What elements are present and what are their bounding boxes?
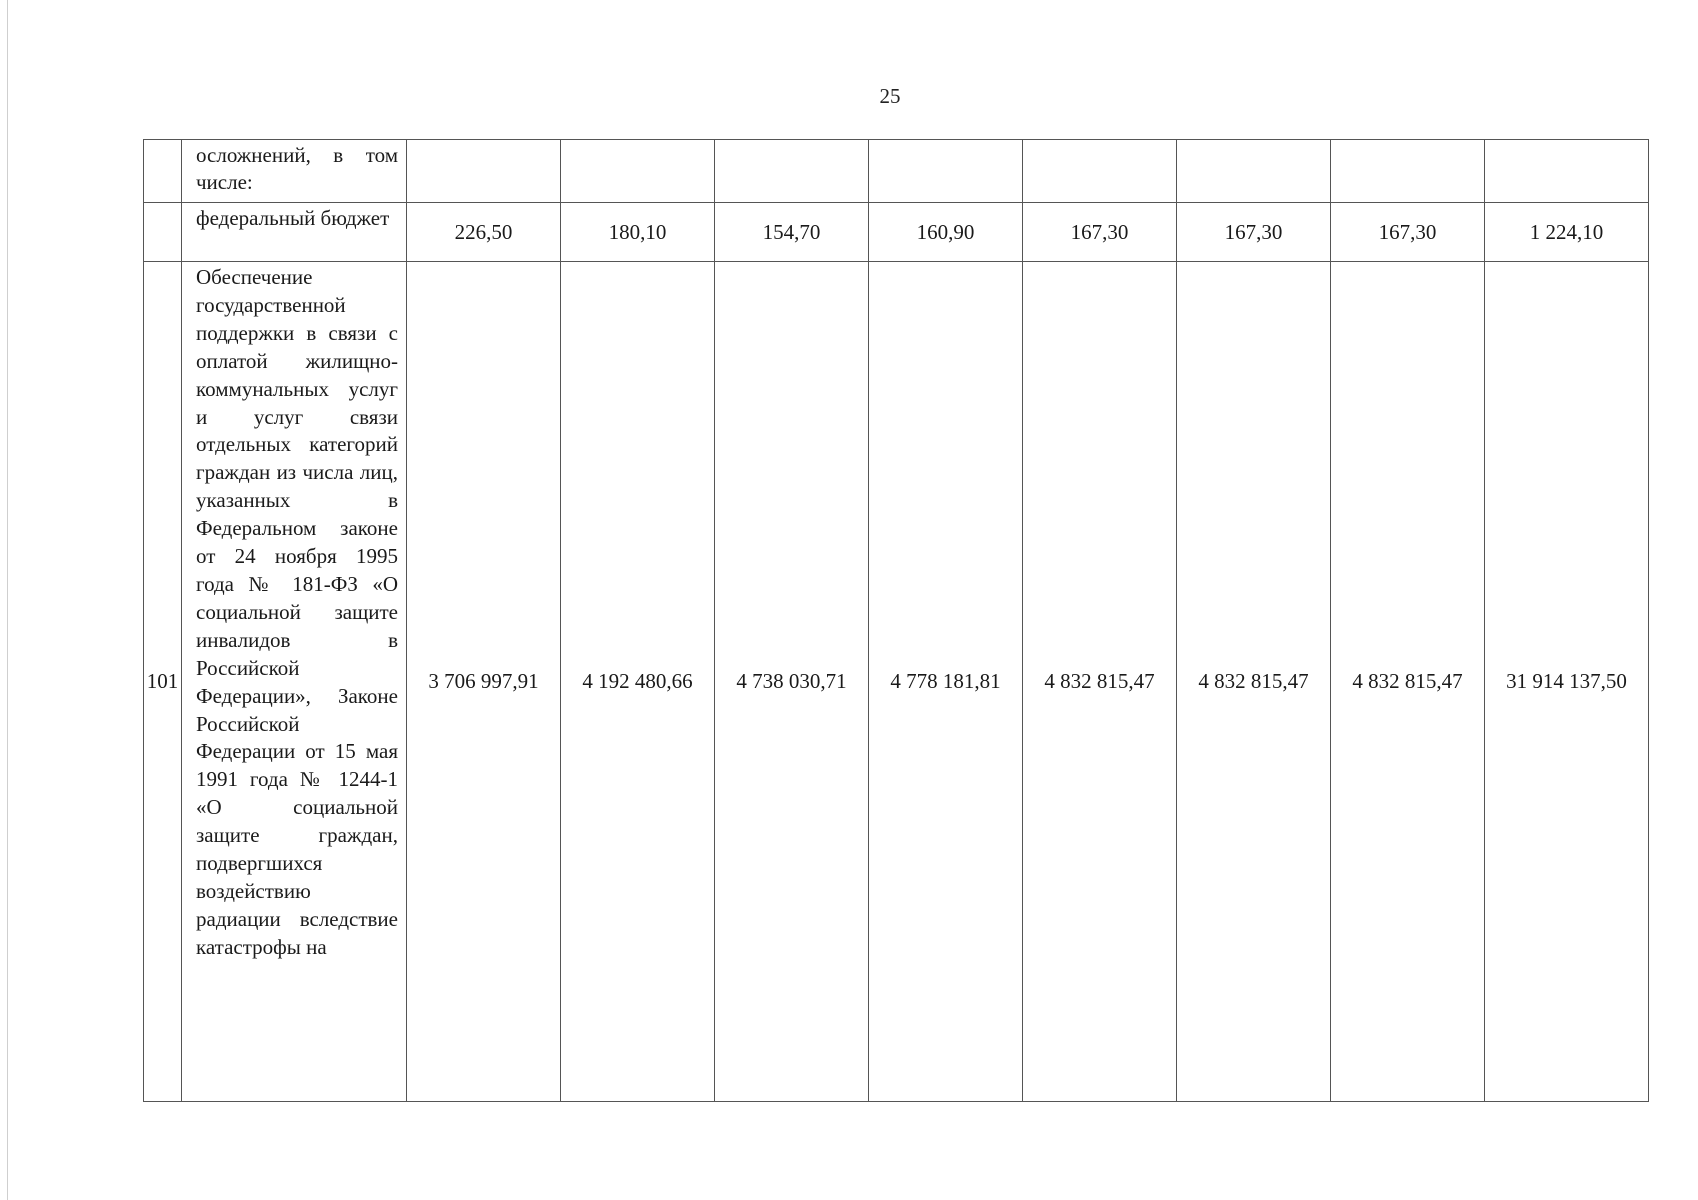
value-cell: 154,70 xyxy=(715,203,869,262)
row-number-cell xyxy=(144,203,182,262)
row-name-cell: Обеспечение государственной поддержки в связи с оплатой жилищно-коммунальных услуг и услуг связи отдельных категорий граждан из числа лиц, указанных в Федеральном законе от 24 ноября 1995 года № 181-ФЗ «О социальной защите инвалидов в Российской Федерации», Законе Российской Федерации от 15 мая 1991 года № 1244-1 «О социальной защите граждан, подвергшихся воздействию радиации вследствие катастрофы на xyxy=(182,262,407,1102)
value-cell xyxy=(869,140,1023,203)
value-cell: 167,30 xyxy=(1177,203,1331,262)
budget-table xyxy=(143,139,1649,1102)
value-cell xyxy=(1331,140,1485,203)
value-cell xyxy=(1177,140,1331,203)
value-cell: 4 192 480,66 xyxy=(561,262,715,1102)
row-name-cell: осложнений, в том числе: xyxy=(182,140,407,203)
value-cell: 160,90 xyxy=(869,203,1023,262)
value-cell: 3 706 997,91 xyxy=(407,262,561,1102)
table-row xyxy=(144,203,1649,262)
value-cell: 167,30 xyxy=(1023,203,1177,262)
value-cell: 226,50 xyxy=(407,203,561,262)
page-left-edge xyxy=(7,0,8,1200)
row-name-cell: федеральный бюджет xyxy=(182,203,407,262)
table-row xyxy=(144,262,1649,1102)
total-cell xyxy=(1485,140,1649,203)
row-number-cell: 101 xyxy=(144,262,182,1102)
value-cell: 180,10 xyxy=(561,203,715,262)
total-cell: 31 914 137,50 xyxy=(1485,262,1649,1102)
value-cell: 4 832 815,47 xyxy=(1023,262,1177,1102)
row-number-cell xyxy=(144,140,182,203)
table-row xyxy=(144,140,1649,203)
value-cell xyxy=(561,140,715,203)
value-cell: 167,30 xyxy=(1331,203,1485,262)
value-cell xyxy=(407,140,561,203)
value-cell: 4 778 181,81 xyxy=(869,262,1023,1102)
value-cell xyxy=(715,140,869,203)
value-cell: 4 738 030,71 xyxy=(715,262,869,1102)
value-cell: 4 832 815,47 xyxy=(1331,262,1485,1102)
total-cell: 1 224,10 xyxy=(1485,203,1649,262)
page-number: 25 xyxy=(879,84,901,108)
value-cell xyxy=(1023,140,1177,203)
value-cell: 4 832 815,47 xyxy=(1177,262,1331,1102)
